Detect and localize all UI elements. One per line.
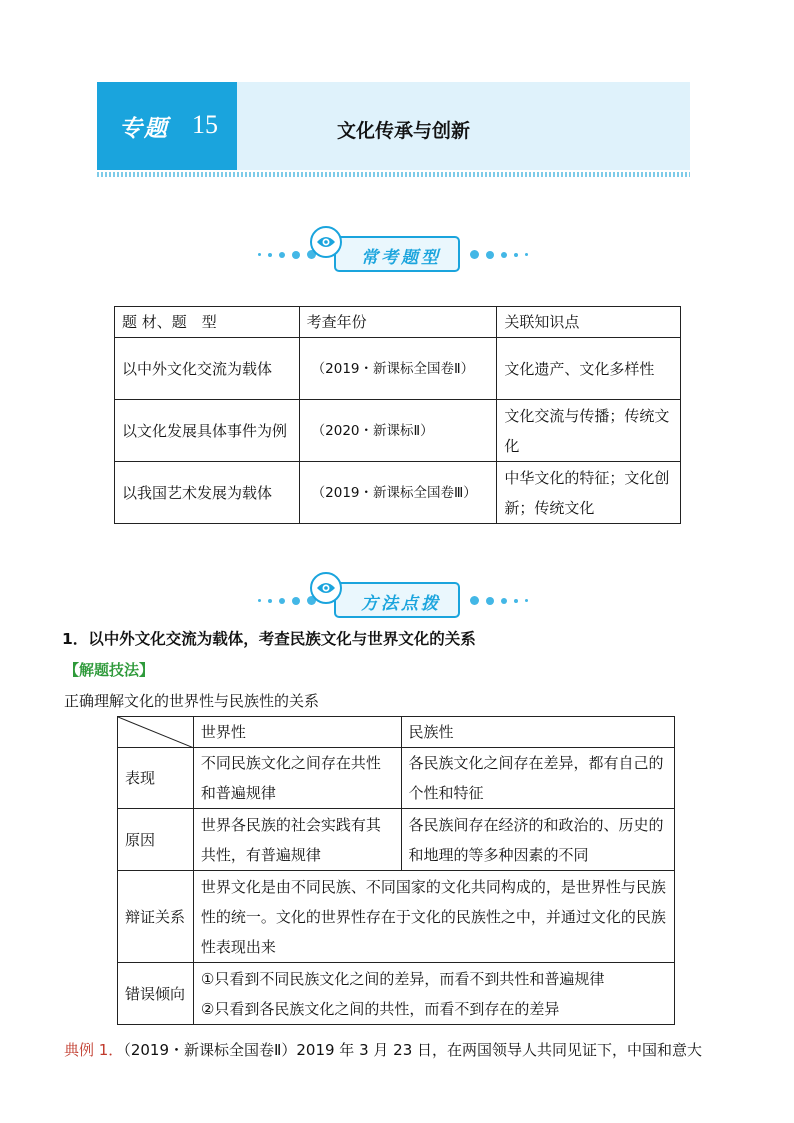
badge-frame (334, 236, 460, 272)
diagonal-line (118, 717, 194, 748)
table-row (118, 748, 675, 809)
table-row (115, 338, 681, 400)
lead-text: 正确理解文化的世界性与民族性的关系 (64, 692, 320, 710)
nation-cell: 各民族文化之间存在差异，都有自己的个性和特征 (401, 748, 674, 809)
row-label: 错误倾向 (118, 963, 194, 1025)
error-item: ①只看到不同民族文化之间的差异，而看不到共性和普遍规律 (200, 969, 605, 988)
table-row (115, 462, 681, 524)
topic-cell: 以我国艺术发展为载体 (115, 462, 300, 524)
topic-number: 15 (192, 110, 218, 139)
badge-dots-right (470, 250, 528, 259)
diagonal-corner-cell (118, 717, 194, 748)
topic-title: 文化传承与创新 (337, 120, 471, 142)
header-year: 考查年份 (299, 307, 497, 338)
row-label: 原因 (118, 809, 194, 871)
common-types-table (114, 306, 681, 524)
topic-cell: 以文化发展具体事件为例 (115, 400, 300, 462)
world-cell: 不同民族文化之间存在共性和普遍规律 (193, 748, 401, 809)
section-label: 方法点拨 (361, 594, 441, 614)
topic-tag (97, 82, 237, 170)
dialectic-cell: 世界文化是由不同民族、不同国家的文化共同构成的，是世界性与民族性的统一。文化的世界性存在于文化的民族性之中，并通过文化的民族性表现出来 (193, 871, 674, 963)
table-header-row (115, 307, 681, 338)
point-heading: 1．以中外文化交流为载体，考查民族文化与世界文化的关系 (62, 630, 476, 648)
example-text: （2019・新课标全国卷Ⅱ）2019 年 3 月 23 日，在两国领导人共同见证下，中国和意大 (123, 1041, 703, 1059)
year-cell: （2020・新课标Ⅱ） (299, 400, 497, 462)
topic-banner (97, 82, 690, 170)
badge-dots-left (258, 596, 316, 605)
badge-dots-right (470, 596, 528, 605)
knowledge-cell: 文化遗产、文化多样性 (497, 338, 681, 400)
nation-cell: 各民族间存在经济的和政治的、历史的和地理的等多种因素的不同 (401, 809, 674, 871)
year-cell: （2019・新课标全国卷Ⅲ） (299, 462, 497, 524)
table-row (118, 871, 675, 963)
table-row (115, 400, 681, 462)
table-header-row (118, 717, 675, 748)
banner-divider (97, 172, 690, 177)
topic-tag-label: 专题 (119, 115, 169, 142)
topic-cell: 以中外文化交流为载体 (115, 338, 300, 400)
skill-label: 【解题技法】 (64, 661, 155, 679)
table-row (118, 809, 675, 871)
table-row (118, 963, 675, 1025)
header-nation: 民族性 (401, 717, 674, 748)
world-nation-table (117, 716, 675, 1025)
row-label: 表现 (118, 748, 194, 809)
section-badge-common-types (252, 226, 542, 272)
eye-icon (310, 226, 342, 258)
year-cell: （2019・新课标全国卷Ⅱ） (299, 338, 497, 400)
eye-icon (310, 572, 342, 604)
world-cell: 世界各民族的社会实践有其共性，有普遍规律 (193, 809, 401, 871)
example-line (64, 1039, 702, 1060)
badge-frame (334, 582, 460, 618)
header-knowledge: 关联知识点 (497, 307, 681, 338)
section-badge-method-tips (252, 572, 542, 618)
error-item: ②只看到各民族文化之间的共性，而看不到存在的差异 (200, 999, 560, 1018)
header-topic: 题 材、题 型 (115, 307, 300, 338)
knowledge-cell: 中华文化的特征；文化创新；传统文化 (497, 462, 681, 524)
header-world: 世界性 (193, 717, 401, 748)
error-cell (193, 963, 674, 1025)
badge-dots-left (258, 250, 316, 259)
row-label: 辩证关系 (118, 871, 194, 963)
example-label: 典例 1． (64, 1041, 124, 1059)
section-label: 常考题型 (361, 248, 441, 268)
knowledge-cell: 文化交流与传播；传统文化 (497, 400, 681, 462)
